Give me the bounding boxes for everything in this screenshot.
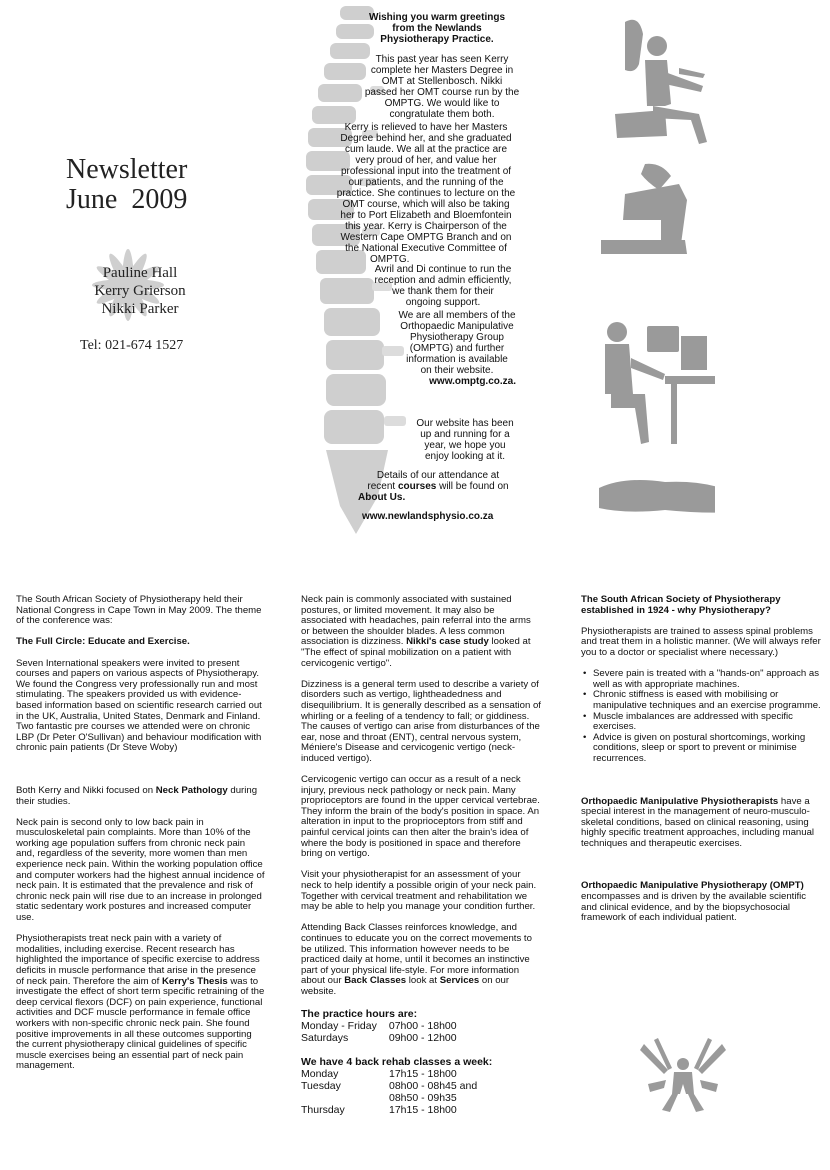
text-line: This past year has seen Kerry [375,54,509,65]
title-line-1: Newsletter [66,154,188,185]
about-us-link[interactable]: About Us. [358,492,406,503]
paragraph-neck-association [301,595,541,669]
text-span: will be found on [439,481,509,492]
text-line: her to Port Elizabeth and Bloemfontein [340,210,512,221]
practice-hours [301,1008,541,1116]
text-line: the National Executive Committee of [345,243,507,254]
rehab-day: Monday [301,1068,339,1081]
staff-name: Pauline Hall [102,265,178,281]
staff-name: Kerry Grierson [94,283,186,299]
text-span: Orthopaedic Manipulative Physiotherapists [581,795,779,807]
table-row [301,1068,489,1080]
newsletter-title [66,155,187,215]
rehab-time: 17h15 - 18h00 [389,1068,457,1081]
text-line: reception and admin efficiently, [374,275,512,286]
text-line: (OMPTG) and further [409,343,505,354]
text-line: this year. Kerry is Chairperson of the [345,221,507,232]
text-line: congratulate them both. [389,109,495,120]
staff-name: Nikki Parker [101,301,179,317]
text-line: Western Cape OMPTG Branch and on [340,232,512,243]
column-congress [16,595,266,1083]
text-span: Neck pain is commonly associated with sustained postures, or limited movement. It may also be associated with headaches, pain referral into the arms or between the shoulder blades. A less common association is dizziness. [301,594,531,648]
treatment-list [581,669,821,764]
rehab-day [301,1092,389,1104]
text-line: Orthopaedic Manipulative [400,321,514,332]
paragraph-neck-pain: Neck pain is second only to low back pain in musculoskeletal pain complaints. More than 10% of the working age population suffers from chronic neck pain and, regardless of the severity, more women than men experience neck pain. Within the working population office and computer workers had the highest annual incidence of neck pain. It is estimated that the prevalence and risk of chronic neck pain will rise due to an increase in prolonged static sedentary work postures and increased computer use. [16,816,265,924]
computer-desk-figure-icon [605,322,715,444]
text-line: professional input into the treatment of [340,166,512,177]
text-line: enjoy looking at it. [424,451,506,462]
column-why-physiotherapy [581,595,821,934]
column-vertigo [301,595,541,1116]
posture-figures [595,14,715,534]
list-item: • Chronic stiffness is eased with mobilising or manipulative techniques and an exercise programme. [581,690,821,711]
text-line: practice. She continues to lecture on the [336,188,516,199]
paragraph-cervicogenic: Cervicogenic vertigo can occur as a result of a neck injury, previous neck pathology or neck pain. Many proprioceptors are found in the upper cervical vertebrae. They inform the brain of the body's position in space. An alteration in input to the proprioceptors from stiff and painful cervical joints can then alter the brain's idea of where the body is positioned in space and therefore bring on vertigo. [301,774,540,860]
hours-time: 07h00 - 18h00 [388,1020,457,1033]
omptg-website-link[interactable]: www.omptg.co.za. [429,376,516,387]
practice-hours-table [301,1020,469,1044]
list-item: • Severe pain is treated with a "hands-on" approach as well as with appropriate machines. [581,669,821,690]
greeting-heading-line: from the Newlands [392,23,482,34]
rehab-day: Thursday [301,1104,345,1117]
paragraph-focus [16,786,266,807]
text-span: was to investigate the effect of short term specific retraining of the deep cervical flexors (DCF) on pain experience, functional activities and DCF muscle performance in female office workers with non-specific chronic neck pain. She found positive improvements in all these outcomes supporting the current physiotherapy clinical guidelines of specific muscle exercises being an essential part of neck pain management. [16,975,265,1072]
greeting-paragraph-masters [362,54,522,120]
text-line [358,470,518,481]
text-span: Kerry's Thesis [161,975,228,987]
text-span: Physiotherapists treat neck pain with a variety of modalities, including exercise. Recent research has highlighted the importance of specific exercise to address deficits in muscle performance that arise in the presence of neck pain. Therefore the aim of [16,933,260,987]
text-line: passed her OMT course run by the [364,87,520,98]
text-span: have a special interest in the management of neuro-musculo-skeletal conditions, based on clinical reasoning, using highly specific treatment approaches, including manual techniques and therapeutic exercises. [581,795,815,849]
text-line [358,492,518,503]
hours-day: Monday - Friday [301,1020,377,1033]
text-span: recent [367,481,396,492]
conference-theme: The Full Circle: Educate and Exercise. [16,636,190,648]
telephone: Tel: 021-674 1527 [80,338,184,353]
text-line: Physiotherapy Group [410,332,504,343]
paragraph-back-classes [301,923,541,997]
driving-figure-icon [615,20,707,144]
text-line: we thank them for their [392,286,494,297]
hours-time: 09h00 - 12h00 [388,1032,457,1045]
greeting-heading [362,12,512,45]
paragraph-congress-intro: The South African Society of Physiotherapy held their National Congress in Cape Town in May 2009. The theme of the conference was: [16,594,262,627]
table-row [301,1080,489,1092]
rehab-classes-heading: We have 4 back rehab classes a week: [301,1056,493,1069]
text-line: up and running for a [420,429,510,440]
paragraph-treatment [16,934,266,1072]
text-line: Avril and Di continue to run the [374,264,512,275]
text-span: Nikki's case study [406,636,489,648]
text-span: Details of our attendance at [376,470,500,481]
practice-hours-heading: The practice hours are: [301,1008,418,1021]
staff-list [80,264,200,318]
text-line: year, we hope you [424,440,506,451]
rehab-classes-table [301,1068,489,1116]
text-span: looked at "The effect of spinal mobilization on a patient with cervicogenic vertigo". [301,636,531,669]
paragraph-dizziness: Dizziness is a general term used to describe a variety of disorders such as vertigo, lightheadedness and disequilibrium. It is generally described as a sensation of whirling or a feeling of a tendency to fall; or giddiness. The causes of vertigo can arise from disturbances of the ear, nose and throat (ENT), central nervous system, Méniere's Disease and cervicogenic vertigo (neck-induced vertigo). [301,678,541,764]
bending-figure-icon [601,164,687,254]
text-line: on their website. [420,365,494,376]
greeting-heading-line: Physiotherapy Practice. [380,34,494,45]
rehab-day: Tuesday [301,1080,341,1093]
lying-figure-icon [599,480,715,513]
table-row [301,1092,489,1104]
greeting-paragraph-courses [358,470,518,503]
text-span: Back Classes [344,975,407,987]
practice-website-link[interactable]: www.newlandsphysio.co.za [362,511,494,522]
text-span: during their studies. [16,784,258,807]
rehab-time: 17h15 - 18h00 [389,1104,457,1117]
text-span: Orthopaedic Manipulative Physiotherapy (OMPT) [581,880,804,892]
hours-day: Saturdays [301,1032,349,1045]
text-span: Attending Back Classes reinforces knowledge, and continues to educate you on the correct movements to be utilized. This information however needs to be practiced daily at home, until it becomes an instinctive part of your physical life-style. For more information about our [301,922,532,987]
text-line: cum laude. We all at the practice are [344,144,508,155]
greeting-paragraph-reception [368,264,518,308]
services-link[interactable]: Services [439,975,480,987]
text-line: Kerry is relieved to have her Masters [344,122,508,133]
jumping-figures-logo [638,1034,728,1114]
paragraph-speakers: Seven International speakers were invited to present courses and papers on various aspects of Physiotherapy. We found the Congress very professionally run and most stimulating. The speakers provided us with evidence-based information based on scientific research carried out in the UK, Australia, United States, Denmark and Finland. Two fantastic pre courses we attended were on chronic LBP (Dr Peter O'Sullivan) and behaviour modification with chronic pain patients (Dr Steve Woby) [16,657,262,754]
text-line: OMPTG. [370,254,410,265]
paragraph-ompt [581,881,821,923]
rehab-time: 08h00 - 08h45 and [389,1080,478,1093]
text-line: Degree behind her, and she graduated [340,133,512,144]
text-line: complete her Masters Degree in [370,65,514,76]
text-span: Neck Pathology [155,784,228,796]
table-row [301,1032,469,1044]
text-line: very proud of her, and value her [355,155,497,166]
text-span: on our website. [301,975,510,997]
courses-link[interactable]: courses [397,481,437,492]
paragraph-visit: Visit your physiotherapist for an assessment of your neck to help identify a possible origin of your neck pain. Together with cervical treatment and rehabilitation we may be able to help you manage your condition further. [301,869,537,913]
text-line: our patients, and the running of the [348,177,504,188]
text-line: OMPTG. We would like to [384,98,500,109]
text-line: information is available [406,354,508,365]
greeting-paragraph-omptg [392,310,522,387]
list-item: • Advice is given on postural shortcomings, working conditions, sleep or sport to prevent or minimise recurrences. [581,733,821,765]
text-line: OMT course, which will also be taking [342,199,510,210]
text-line: Our website has been [416,418,514,429]
greeting-paragraph-website [410,418,520,462]
text-line: ongoing support. [405,297,481,308]
text-span: encompasses and is driven by the available scientific and clinical evidence, and by the biopsychosocial framework of each individual patient. [581,891,807,924]
paragraph-omp-therapists [581,797,821,850]
text-line: OMT at Stellenbosch. Nikki [381,76,503,87]
section-heading: The South African Society of Physiotherapy established in 1924 - why Physiotherapy? [581,594,781,616]
text-span: look at [408,975,438,987]
greeting-heading-line: Wishing you warm greetings [368,12,506,23]
paragraph-physio-intro: Physiotherapists are trained to assess spinal problems and treat them in a holistic manner. (We will always refer you to a doctor or specialist where necessary.) [581,625,821,658]
list-item: • Muscle imbalances are addressed with specific exercises. [581,712,821,733]
text-line: We are all members of the [398,310,516,321]
table-row [301,1104,489,1116]
text-line [358,481,518,492]
greeting-paragraph-kerry [328,122,524,265]
table-row [301,1020,469,1032]
title-line-2: June 2009 [66,184,188,215]
rehab-time: 08h50 - 09h35 [389,1092,457,1105]
text-span: Both Kerry and Nikki focused on [16,784,154,796]
